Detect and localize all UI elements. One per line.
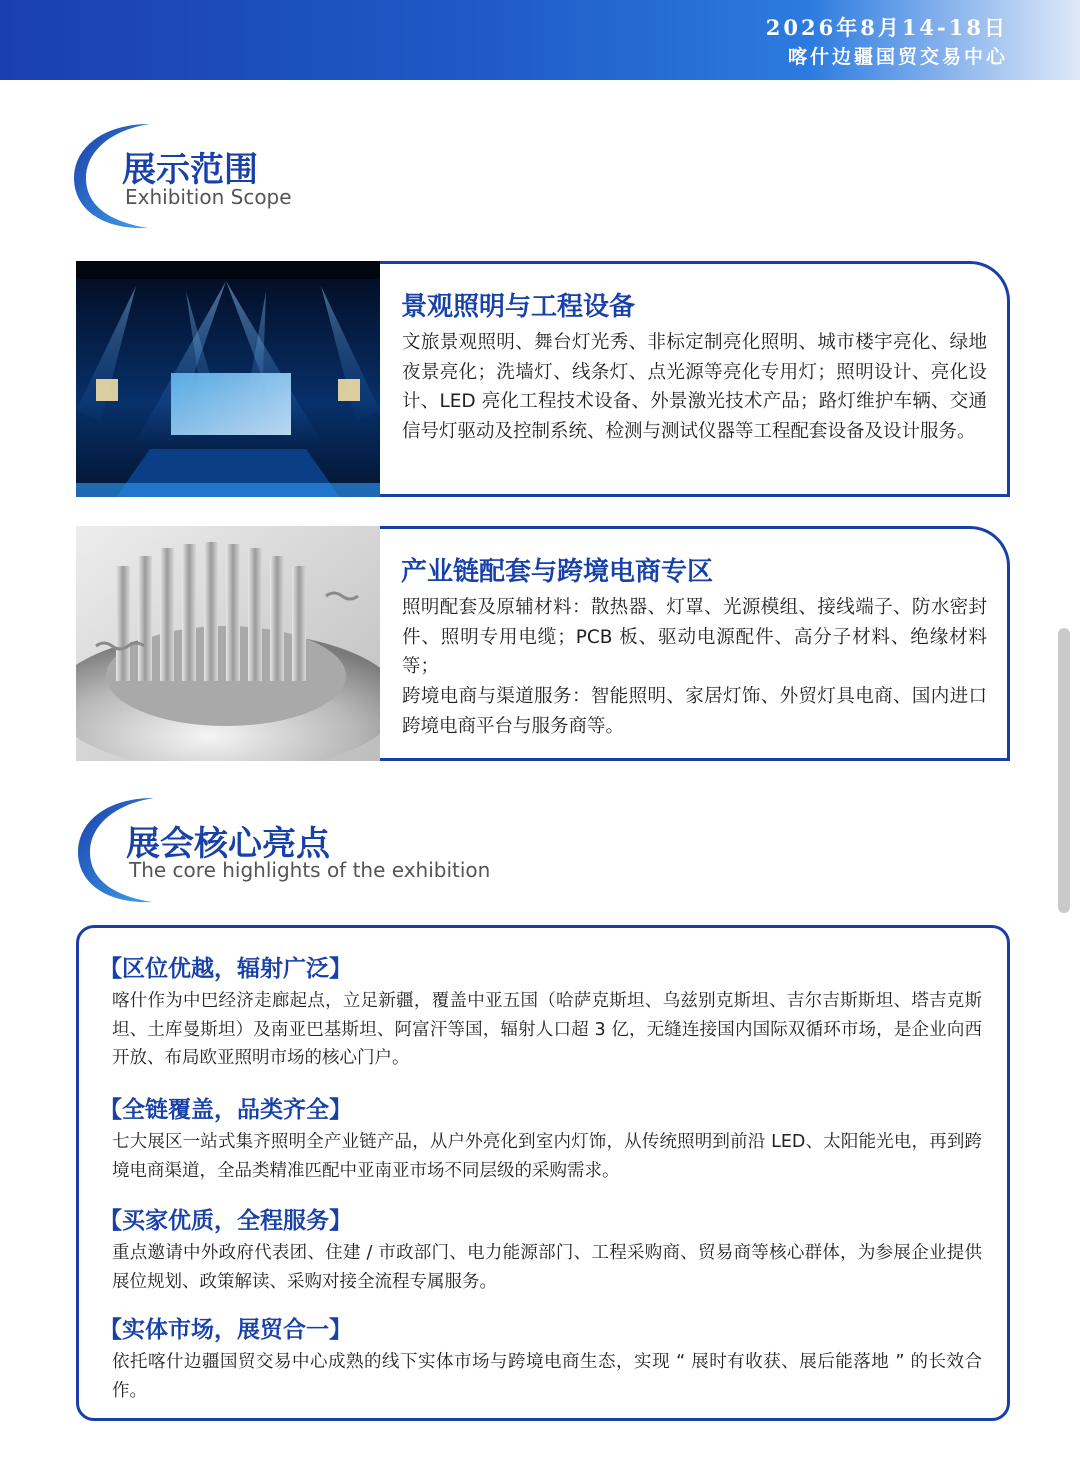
highlights-heading: [74, 792, 534, 907]
highlights-title-zh: 展会核心亮点: [126, 824, 330, 864]
highlight-body-location: 喀什作为中巴经济走廊起点，立足新疆，覆盖中亚五国（哈萨克斯坦、乌兹别克斯坦、吉尔吉斯斯坦、塔吉克斯坦、土库曼斯坦）及南亚巴基斯坦、阿富汗等国，辐射人口超 3 亿，无缝连接国内国际双循环市场，是企业向西开放、布局欧亚照明市场的核心门户。: [112, 991, 982, 1068]
highlight-body-market: 依托喀什边疆国贸交易中心成熟的线下实体市场与跨境电商生态，实现 “ 展时有收获、展后能落地 ” 的长效合作。: [112, 1352, 982, 1401]
page-scrollbar[interactable]: [1058, 628, 1070, 913]
highlight-title-location: 【区位优越，辐射广泛】: [99, 956, 352, 982]
event-venue: 喀什边疆国贸交易中心: [787, 46, 1008, 68]
highlights-title-en: The core highlights of the exhibition: [129, 858, 491, 882]
event-date: 2026年8月14-18日: [765, 15, 1008, 40]
scope-card-lighting: [76, 261, 1010, 497]
scope-title-en: Exhibition Scope: [125, 185, 292, 209]
scope-heading: [70, 118, 370, 233]
stage-lighting-image: [76, 261, 380, 497]
stage-lighting-graphic: [76, 261, 380, 497]
highlight-title-market: 【实体市场，展贸合一】: [99, 1317, 352, 1343]
scope-title-zh: 展示范围: [122, 150, 258, 190]
heatsink-graphic: [76, 526, 380, 761]
card-title-lighting: 景观照明与工程设备: [401, 292, 636, 322]
highlight-body-coverage: 七大展区一站式集齐照明全产业链产品，从户外亮化到室内灯饰，从传统照明到前沿 LED、太阳能光电，再到跨境电商渠道，全品类精准匹配中亚南亚市场不同层级的采购需求。: [112, 1132, 982, 1181]
heatsink-image: [76, 526, 380, 761]
scope-card-supply-chain: [76, 526, 1010, 761]
highlight-title-coverage: 【全链覆盖，品类齐全】: [99, 1097, 352, 1123]
highlight-title-buyers: 【买家优质，全程服务】: [99, 1208, 352, 1234]
highlight-body-buyers: 重点邀请中外政府代表团、住建 / 市政部门、电力能源部门、工程采购商、贸易商等核心群体，为参展企业提供展位规划、政策解读、采购对接全流程专属服务。: [112, 1243, 982, 1292]
highlights-box: [76, 925, 1010, 1421]
card-body-supply-chain-1: 照明配套及原辅材料：散热器、灯罩、光源模组、接线端子、防水密封件、照明专用电缆；PCB 板、驱动电源配件、高分子材料、绝缘材料等；: [402, 597, 987, 677]
top-banner: [0, 0, 1080, 80]
card-title-supply-chain: 产业链配套与跨境电商专区: [401, 557, 714, 587]
card-body-supply-chain-2: 跨境电商与渠道服务：智能照明、家居灯饰、外贸灯具电商、国内进口跨境电商平台与服务商等。: [402, 686, 987, 737]
card-body-lighting: 文旅景观照明、舞台灯光秀、非标定制亮化照明、城市楼宇亮化、绿地夜景亮化；洗墙灯、线条灯、点光源等亮化专用灯；照明设计、亮化设计、LED 亮化工程技术设备、外景激光技术产品；路灯维护车辆、交通信号灯驱动及控制系统、检测与测试仪器等工程配套设备及设计服务。: [402, 332, 987, 442]
